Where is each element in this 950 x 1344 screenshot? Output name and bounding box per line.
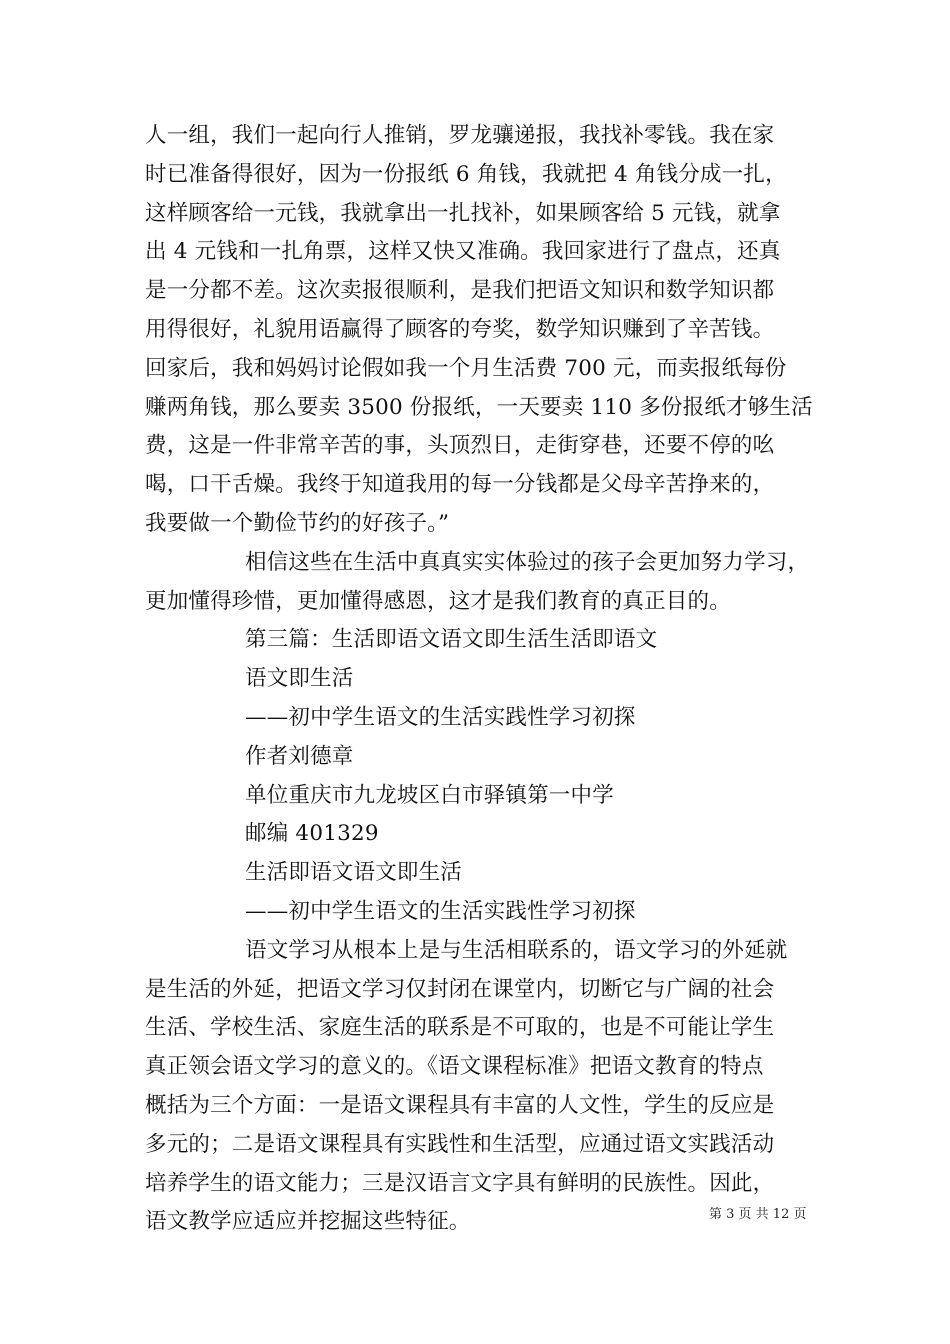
text-line: 时已准备得很好，因为一份报纸 6 角钱，我就把 4 角钱分成一扎， — [145, 161, 787, 187]
text-line: 相信这些在生活中真真实实体验过的孩子会更加努力学习， — [245, 549, 810, 575]
text-line: 更加懂得珍惜，更加懂得感恩，这才是我们教育的真正目的。 — [145, 588, 731, 614]
text-line: 语文教学应适应并挖掘这些特征。 — [145, 1209, 471, 1235]
text-line: 回家后，我和妈妈讨论假如我一个月生活费 700 元，而卖报纸每份 — [145, 355, 787, 381]
text-line: 语文学习从根本上是与生活相联系的，语文学习的外延就 — [245, 937, 788, 963]
text-line: 人一组，我们一起向行人推销，罗龙骧递报，我找补零钱。我在家 — [145, 123, 775, 148]
text-line: 概括为三个方面：一是语文课程具有丰富的人文性，学生的反应是 — [145, 1092, 775, 1118]
text-line: 生活、学校生活、家庭生活的联系是不可取的，也是不可能让学生 — [145, 1015, 775, 1041]
text-line: 我要做一个勤俭节约的好孩子。” — [145, 510, 450, 536]
text-line: 真正领会语文学习的意义的。《语文课程标准》把语文教育的特点 — [145, 1054, 764, 1080]
text-line: 语文即生活 — [245, 666, 354, 692]
document-body — [145, 117, 815, 1242]
text-line: 费，这是一件非常辛苦的事，头顶烈日，走街穿巷，还要不停的吆 — [145, 433, 775, 459]
text-line: ——初中学生语文的生活实践性学习初探 — [245, 898, 636, 924]
text-line: 生活即语文语文即生活 — [245, 860, 463, 886]
text-line: 是生活的外延，把语文学习仅封闭在课堂内，切断它与广阔的社会 — [145, 976, 775, 1002]
text-line: 用得很好，礼貌用语赢得了顾客的夸奖，数学知识赚到了辛苦钱。 — [145, 316, 775, 342]
text-line: 第三篇：生活即语文语文即生活生活即语文 — [245, 627, 658, 653]
text-line: 喝，口干舌燥。我终于知道我用的每一分钱都是父母辛苦挣来的， — [145, 472, 775, 498]
text-line: 作者刘德章 — [245, 743, 354, 769]
text-line: 赚两角钱，那么要卖 3500 份报纸，一天要卖 110 多份报纸才够生活 — [145, 394, 813, 420]
text-line: 这样顾客给一元钱，我就拿出一扎找补，如果顾客给 5 元钱，就拿 — [145, 200, 781, 226]
text-line: 培养学生的语文能力；三是汉语言文字具有鲜明的民族性。因此， — [145, 1170, 775, 1196]
text-line: 出 4 元钱和一扎角票，这样又快又准确。我回家进行了盘点，还真 — [145, 239, 781, 265]
text-line: 邮编 401329 — [245, 821, 379, 847]
text-line: ——初中学生语文的生活实践性学习初探 — [245, 704, 636, 730]
text-line: 多元的；二是语文课程具有实践性和生活型，应通过语文实践活动 — [145, 1131, 775, 1157]
page-number: 第 3 页 共 12 页 — [709, 1207, 807, 1222]
text-line: 单位重庆市九龙坡区白市驿镇第一中学 — [245, 782, 614, 808]
text-line: 是一分都不差。这次卖报很顺利，是我们把语文知识和数学知识都 — [145, 278, 775, 304]
